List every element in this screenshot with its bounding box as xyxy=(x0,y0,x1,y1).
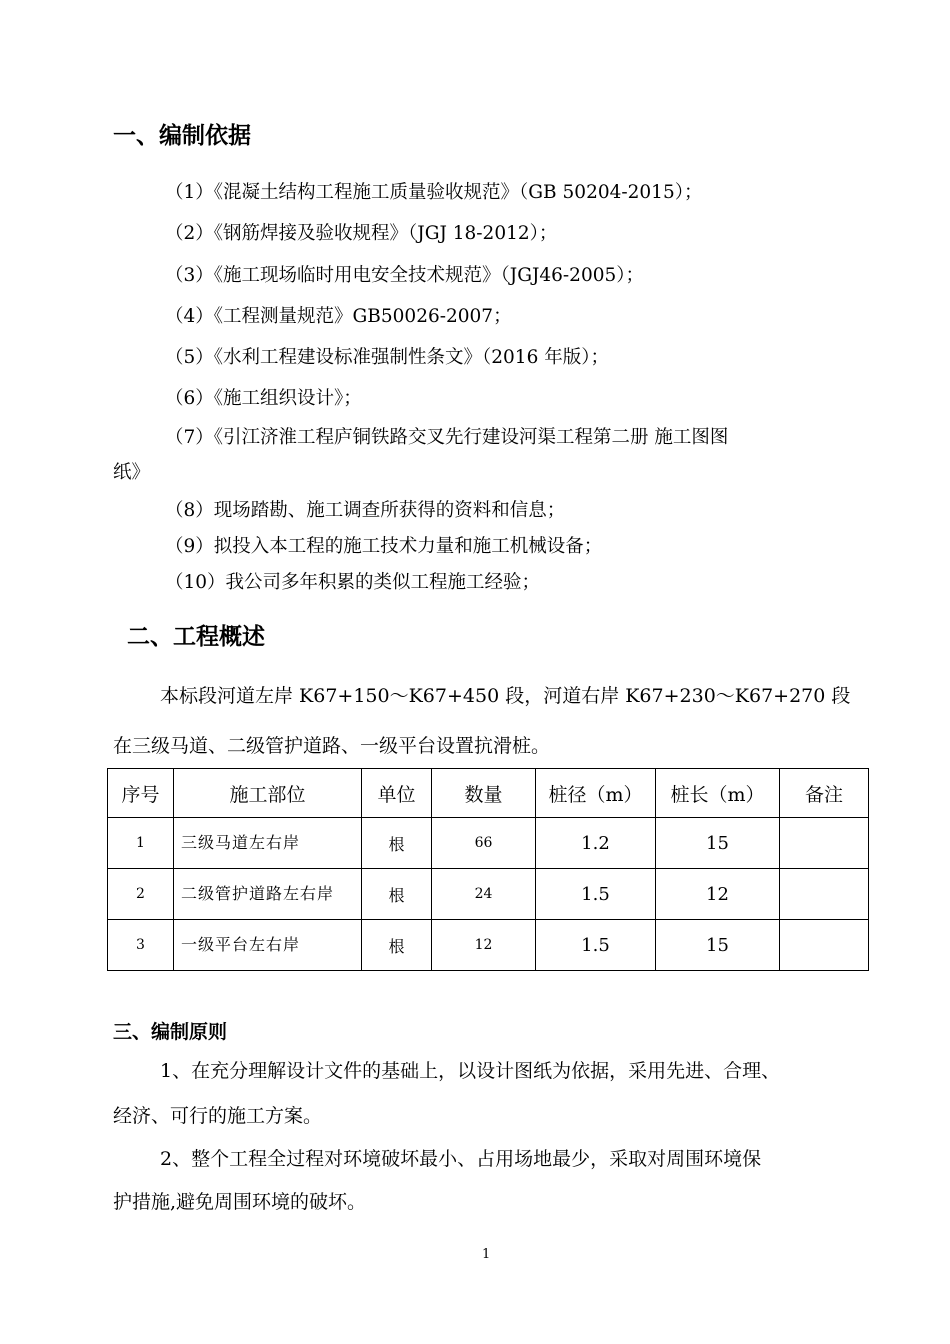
table-cell: 12 xyxy=(656,869,780,920)
table-cell: 二级管护道路左右岸 xyxy=(174,869,362,920)
header-cell: 施工部位 xyxy=(174,769,362,818)
table-cell xyxy=(780,818,869,869)
reference-item: （7）《引江济淮工程庐铜铁路交叉先行建设河渠工程第二册 施工图图 xyxy=(165,427,729,448)
header-cell: 备注 xyxy=(780,769,869,818)
table-cell: 15 xyxy=(656,818,780,869)
principle-1-line1: 1、在充分理解设计文件的基础上，以设计图纸为依据，采用先进、合理、 xyxy=(160,1060,781,1082)
table-cell: 三级马道左右岸 xyxy=(174,818,362,869)
reference-item: （2）《钢筋焊接及验收规程》（JGJ 18-2012）； xyxy=(165,223,558,244)
principle-2-line2: 护措施,避免周围环境的破坏。 xyxy=(113,1191,367,1213)
table-cell: 15 xyxy=(656,920,780,971)
table-cell: 根 xyxy=(362,869,432,920)
table-cell xyxy=(780,920,869,971)
table-cell xyxy=(780,869,869,920)
table-cell: 3 xyxy=(108,920,174,971)
header-cell: 数量 xyxy=(432,769,536,818)
table-cell: 12 xyxy=(432,920,536,971)
header-cell: 序号 xyxy=(108,769,174,818)
reference-item: （8）现场踏勘、施工调查所获得的资料和信息； xyxy=(165,500,566,521)
reference-item: （3）《施工现场临时用电安全技术规范》（JGJ46-2005）； xyxy=(165,265,645,286)
overview-text-line2: 在三级马道、二级管护道路、一级平台设置抗滑桩。 xyxy=(113,735,551,757)
table-row xyxy=(108,818,869,869)
reference-item: （4）《工程测量规范》GB50026-2007； xyxy=(165,306,512,327)
table-cell: 1 xyxy=(108,818,174,869)
table-cell: 66 xyxy=(432,818,536,869)
table-cell: 根 xyxy=(362,920,432,971)
table-header-row xyxy=(108,769,869,818)
section-title-principles: 三、编制原则 xyxy=(113,1021,228,1043)
header-cell: 桩长（m） xyxy=(656,769,780,818)
header-cell: 单位 xyxy=(362,769,432,818)
table-cell: 1.2 xyxy=(536,818,656,869)
table-cell: 一级平台左右岸 xyxy=(174,920,362,971)
table-cell: 1.5 xyxy=(536,920,656,971)
reference-item: （10）我公司多年积累的类似工程施工经验； xyxy=(165,572,541,593)
table-cell: 根 xyxy=(362,818,432,869)
table-cell: 24 xyxy=(432,869,536,920)
reference-item: （6）《施工组织设计》； xyxy=(165,388,362,409)
reference-item: （1）《混凝土结构工程施工质量验收规范》（GB 50204-2015）； xyxy=(165,182,703,203)
section-title-overview: 二、工程概述 xyxy=(127,624,265,650)
principle-2-line1: 2、整个工程全过程对环境破坏最小、占用场地最少，采取对周围环境保 xyxy=(160,1148,762,1170)
reference-item: （9）拟投入本工程的施工技术力量和施工机械设备； xyxy=(165,536,603,557)
overview-text-line1: 本标段河道左岸 K67+150～K67+450 段，河道右岸 K67+230～K67+270 段 xyxy=(160,685,851,707)
pile-table xyxy=(107,768,869,971)
reference-item: （5）《水利工程建设标准强制性条文》（2016 年版）； xyxy=(165,347,609,368)
reference-item-continuation: 纸》 xyxy=(113,462,151,483)
header-cell: 桩径（m） xyxy=(536,769,656,818)
table-cell: 1.5 xyxy=(536,869,656,920)
page-number: 1 xyxy=(482,1247,491,1262)
principle-1-line2: 经济、可行的施工方案。 xyxy=(113,1105,323,1127)
section-title-basis: 一、编制依据 xyxy=(113,123,251,149)
table-row xyxy=(108,920,869,971)
table-cell: 2 xyxy=(108,869,174,920)
table-row xyxy=(108,869,869,920)
